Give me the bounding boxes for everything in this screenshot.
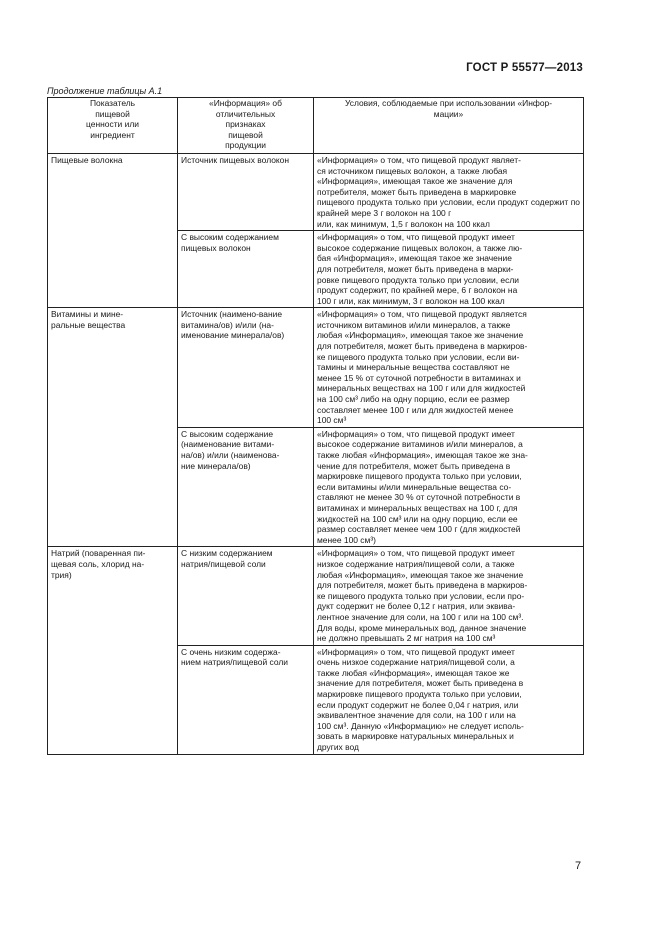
claim-cell: С высоким содержанием пищевых волокон: [178, 231, 314, 308]
indicator-cell: Витамины и мине- ральные вещества: [48, 308, 178, 547]
claim-cell: Источник пищевых волокон: [178, 153, 314, 230]
claim-cell: С высоким содержание (наименование витами- на/ов) и/или (наименова- ние минерала/ов): [178, 427, 314, 547]
table-row: [48, 153, 584, 230]
condition-cell: «Информация» о том, что пищевой продукт является источником витаминов и/или минералов, а также любая «Информация», имеющая такое же значение для потребителя, может быть приведена в маркиров- ке пищевого продукта только при условии, если ви- тамины и минеральные вещества составляют не менее 15 % от суточной потребности в витаминах и минеральных веществах на 100 г или для жидкостей на 100 см³ либо на одну порцию, если ее размер составляет менее 100 г или для жидкостей менее 100 см³: [314, 308, 584, 428]
document-id: ГОСТ Р 55577—2013: [466, 62, 583, 74]
page-number: 7: [575, 860, 582, 872]
condition-cell: «Информация» о том, что пищевой продукт имеет низкое содержание натрия/пищевой соли, а также любая «Информация», имеющая такое же значение для потребителя, может быть приведена в маркиров- ке пищевого продукта только при условии, если про- дукт содержит не более 0,12 г натрия, или эквива- лентное значение для соли, на 100 г или на 100 см³. Для воды, кроме минеральных вод, данное значение не должно превышать 2 мг натрия на 100 см³: [314, 547, 584, 645]
claim-cell: С низким содержанием натрия/пищевой соли: [178, 547, 314, 645]
column-header-information: «Информация» об отличительных признаках пищевой продукции: [178, 98, 314, 154]
claim-cell: С очень низким содержа- нием натрия/пищевой соли: [178, 645, 314, 754]
condition-cell: «Информация» о том, что пищевой продукт являет- ся источником пищевых волокон, а также любая «Информация», имеющая такое же значение для потребителя, может быть приведена в маркировке пищевого продукта только при условии, если продукт содержит по крайней мере 3 г волокон на 100 г или, как минимум, 1,5 г волокон на 100 ккал: [314, 153, 584, 230]
table-row: [48, 547, 584, 645]
table-caption: Продолжение таблицы А.1: [47, 86, 163, 96]
indicator-cell: Пищевые волокна: [48, 153, 178, 307]
condition-cell: «Информация» о том, что пищевой продукт имеет очень низкое содержание натрия/пищевой соли, а также любая «Информация», имеющая такое же значение для потребителя, может быть приведена в маркировке пищевого продукта только при условии, если продукт содержит не более 0,04 г натрия, или эквивалентное значение для соли, на 100 г или на 100 см³. Данную «Информацию» не следует исполь- зовать в маркировке натуральных минеральных и других вод: [314, 645, 584, 754]
claim-cell: Источник (наимено-вание витамина/ов) и/или (на- именование минерала/ов): [178, 308, 314, 428]
column-header-conditions: Условия, соблюдаемые при использовании «Инфор- мации»: [314, 98, 584, 154]
indicator-cell: Натрий (поваренная пи- щевая соль, хлорид на- трия): [48, 547, 178, 754]
table-row: [48, 308, 584, 428]
condition-cell: «Информация» о том, что пищевой продукт имеет высокое содержание витаминов и/или минералов, а также любая «Информация», имеющая такое же зна- чение для потребителя, может быть приведена в маркировке пищевого продукта только при условии, если витамины и/или минеральные вещества со- ставляют не менее 30 % от суточной потребности в витаминах и минеральных веществах на 100 г, для жидкостей на 100 см³ или на одну порцию, если ее размер составляет менее чем 100 г (для жидкостей менее 100 см³): [314, 427, 584, 547]
condition-cell: «Информация» о том, что пищевой продукт имеет высокое содержание пищевых волокон, а также лю- бая «Информация», имеющая такое же значение для потребителя, может быть приведена в марки- ровке пищевого продукта только при условии, если продукт содержит, по крайней мере, 6 г волокон на 100 г или, как минимум, 3 г волокон на 100 ккал: [314, 231, 584, 308]
table-header-row: [48, 98, 584, 154]
column-header-indicator: Показатель пищевой ценности или ингредиент: [48, 98, 178, 154]
nutrition-claims-table: [47, 97, 584, 755]
